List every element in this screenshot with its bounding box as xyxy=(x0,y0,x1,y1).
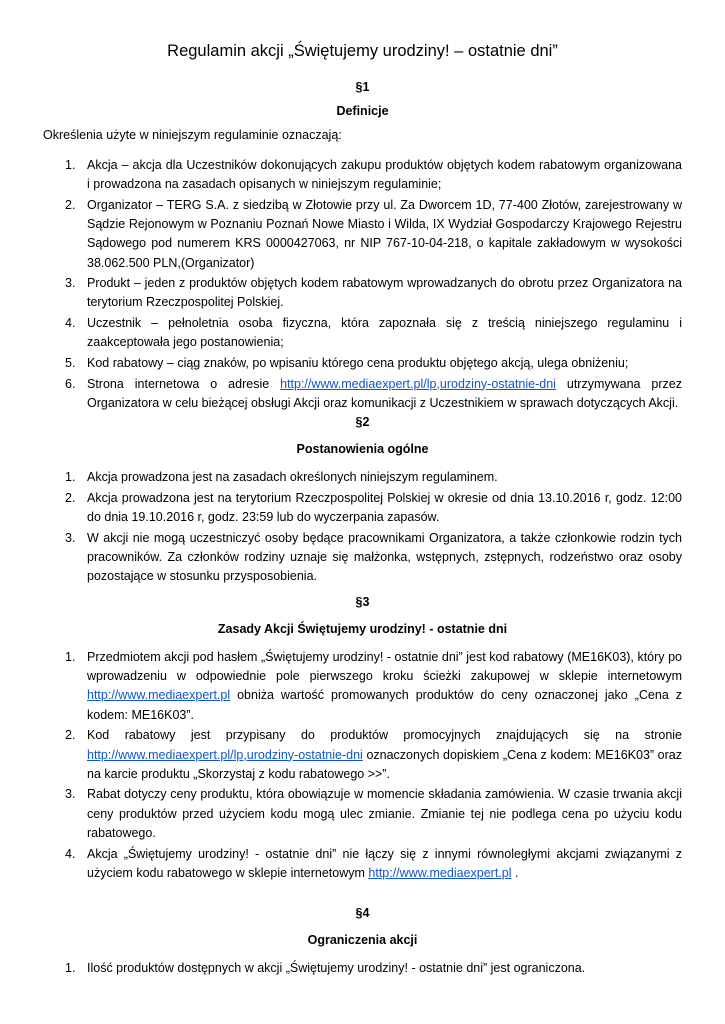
list-item: 3. Rabat dotyczy ceny produktu, która obowiązuje w momencie składania zamówienia. W czasie trwania akcji ceny produktów przed użyciem kodu mogą ulec zmianie. Zmianie tej nie podlega cena po użyciu kodu rabatowego. xyxy=(65,787,682,840)
list-item: 1. Akcja prowadzona jest na zasadach określonych niniejszym regulaminem. xyxy=(65,470,498,484)
section-4-number: §4 xyxy=(355,906,370,920)
mediaexpert-link[interactable]: http://www.mediaexpert.pl xyxy=(87,688,231,703)
promo-page-link[interactable]: http://www.mediaexpert.pl/lp,urodziny-ostatnie-dni xyxy=(87,747,363,762)
section-3-title: Zasady Akcji Świętujemy urodziny! - ostatnie dni xyxy=(217,622,508,636)
list-item: 1. Przedmiotem akcji pod hasłem „Świętujemy urodziny! - ostatnie dni” jest kod rabatowy (ME16K03), który po wprowadzeniu w odpowiednie pole pierwszego kroku ścieżki zakupowej w sklepie internetowym http://www.mediaexpert.pl obniża wartość promowanych produktów do ceny oznaczonej jako „Cena z kodem: ME16K03”. xyxy=(65,650,682,722)
list-item: 4. Uczestnik – pełnoletnia osoba fizyczna, która zapoznała się z treścią niniejszego regulaminu i zaakceptowała jego postanowienia; xyxy=(65,316,682,350)
intro-text: Określenia użyte w niniejszym regulaminie oznaczają: xyxy=(43,128,342,142)
section-4-title: Ograniczenia akcji xyxy=(307,933,418,947)
document-title: Regulamin akcji „Świętujemy urodziny! – ostatnie dni” xyxy=(167,42,558,60)
section-3-number: §3 xyxy=(355,595,370,609)
section-2-number: §2 xyxy=(355,415,370,429)
mediaexpert-link[interactable]: http://www.mediaexpert.pl xyxy=(368,865,512,880)
list-item: 2. Kod rabatowy jest przypisany do produktów promocyjnych znajdujących się na stronie http://www.mediaexpert.pl/lp,urodziny-ostatnie-dni oznaczonych dopiskiem „Cena z kodem: ME16K03” oraz na karcie produktu „Skorzystaj z kodu rabatowego >>”. xyxy=(65,728,682,781)
list-item: 2. Akcja prowadzona jest na terytorium Rzeczpospolitej Polskiej w okresie od dnia 13.10.2016 r, godz. 12:00 do dnia 19.10.2016 r, godz. 23:59 lub do wyczerpania zapasów. xyxy=(65,490,682,524)
section-2-list xyxy=(43,468,682,588)
promo-page-link[interactable]: http://www.mediaexpert.pl/lp,urodziny-ostatnie-dni xyxy=(280,376,556,391)
section-1-title: Definicje xyxy=(336,104,389,118)
list-item: 1. Ilość produktów dostępnych w akcji „Świętujemy urodziny! - ostatnie dni” jest ograniczona. xyxy=(65,961,586,975)
section-1-number: §1 xyxy=(355,80,370,94)
section-3-list xyxy=(43,648,682,884)
list-item: 5. Kod rabatowy – ciąg znaków, po wpisaniu którego cena produktu objętego akcją, ulega obniżeniu; xyxy=(65,356,629,371)
section-1-list xyxy=(43,156,682,415)
section-4-list xyxy=(43,959,682,980)
section-2-title: Postanowienia ogólne xyxy=(296,442,429,456)
list-item: 4. Akcja „Świętujemy urodziny! - ostatnie dni” nie łączy się z innymi równoległymi akcjami związanymi z użyciem kodu rabatowego w sklepie internetowym http://www.mediaexpert.pl . xyxy=(65,846,682,880)
list-item: 6. Strona internetowa o adresie http://www.mediaexpert.pl/lp,urodziny-ostatnie-dni utrzymywana przez Organizatora w celu bieżącej obsługi Akcji oraz komunikacji z Uczestnikiem w sprawach dotyczących Akcji. xyxy=(65,376,682,410)
list-item: 2. Organizator – TERG S.A. z siedzibą w Złotowie przy ul. Za Dworcem 1D, 77-400 Złotów, zarejestrowany w Sądzie Rejonowym w Poznaniu Poznań Nowe Miasto i Wilda, IX Wydział Gospodarczy Krajowego Rejestru Sądowego pod numerem KRS 0000427063, nr NIP 767-10-04-218, o kapitale zakładowym w wysokości 38.062.500 PLN,(Organizator) xyxy=(65,197,682,270)
list-item: 1. Akcja – akcja dla Uczestników dokonujących zakupu produktów objętych kodem rabatowym organizowana i prowadzona na zasadach opisanych w niniejszym regulaminie; xyxy=(65,158,682,192)
list-item: 3. W akcji nie mogą uczestniczyć osoby będące pracownikami Organizatora, a także członkowie rodzin tych pracowników. Za członków rodziny uznaje się małżonka, wstępnych, zstępnych, rodzeństwo oraz osoby pozostające w stosunku przysposobienia. xyxy=(65,530,682,584)
list-item: 3. Produkt – jeden z produktów objętych kodem rabatowym wprowadzanych do obrotu przez Organizatora na terytorium Rzeczpospolitej Polskiej. xyxy=(65,276,682,310)
